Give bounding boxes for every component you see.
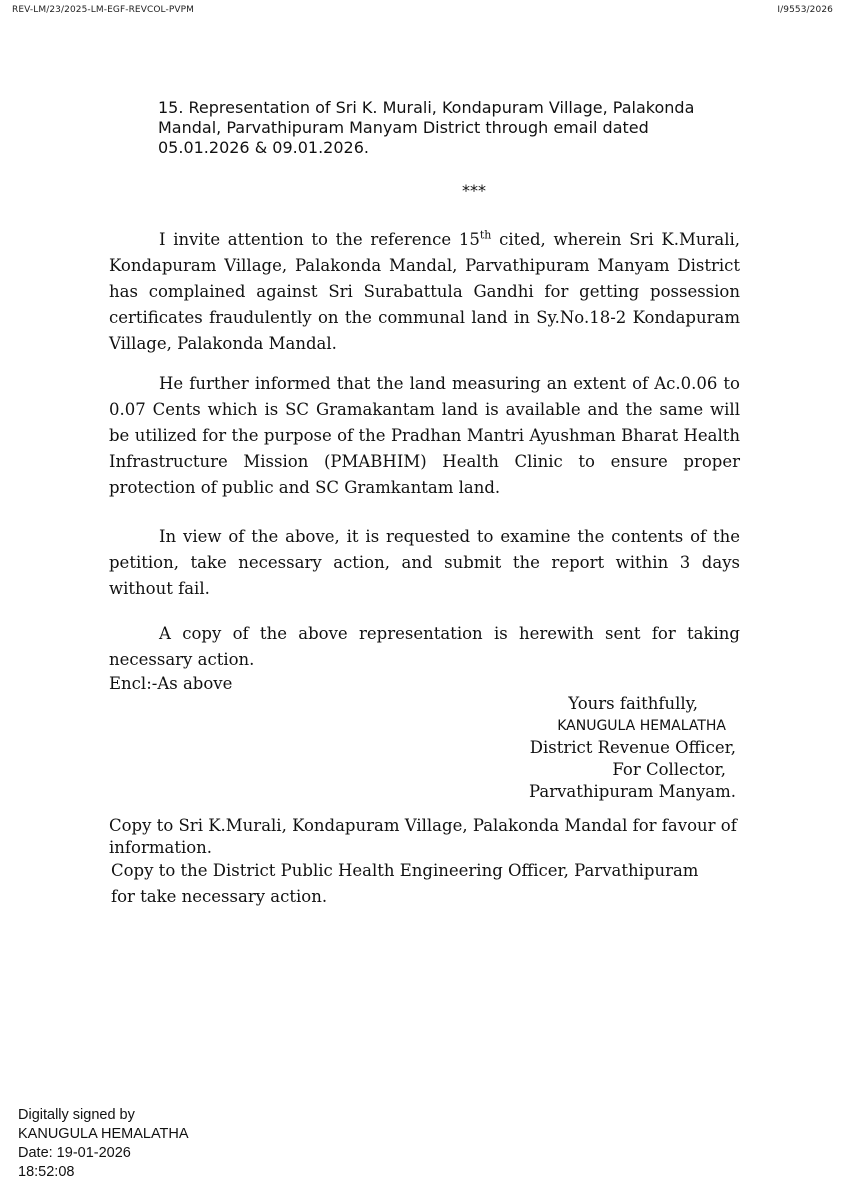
reference-15: 15. Representation of Sri K. Murali, Kondapuram Village, Palakonda Mandal, Parvathipuram Manyam District through email dated 05.01.2026 & 09.01.2026. [158, 98, 695, 157]
enclosure-note: Encl:-As above [109, 674, 233, 693]
signature-block [500, 693, 736, 803]
closing-salutation: Yours faithfully, [568, 694, 698, 713]
signatory-for: For Collector, [612, 760, 726, 779]
paragraph-4: A copy of the above representation is herewith sent for taking necessary action. [109, 624, 740, 669]
signatory-designation: District Revenue Officer, [529, 738, 736, 757]
digital-signature-name: KANUGULA HEMALATHA [18, 1126, 189, 1142]
paragraph-2: He further informed that the land measuring an extent of Ac.0.06 to 0.07 Cents which is SC Gramakantam land is available and the same will be utilized for the purpose of the Pradhan Mantri Ayushman Bharat Health Infrastructure Mission (PMABHIM) Health Clinic to ensure proper protection of public and SC Gramkantam land. [109, 374, 740, 497]
digital-signature-date: Date: 19-01-2026 [18, 1145, 131, 1161]
copy-to-dpheo-line-2: for take necessary action. [111, 887, 328, 906]
digital-signature-time: 18:52:08 [18, 1164, 75, 1180]
digital-signature [18, 1106, 189, 1182]
ordinal-suffix: th [479, 228, 492, 242]
digital-signature-label: Digitally signed by [18, 1107, 135, 1123]
inward-number: I/9553/2026 [777, 5, 833, 15]
copy-to-dpheo [111, 858, 751, 910]
copy-to-petitioner: Copy to Sri K.Murali, Kondapuram Village, Palakonda Mandal for favour of information. [109, 816, 737, 857]
signatory-place: Parvathipuram Manyam. [529, 782, 736, 801]
file-number: REV-LM/23/2025-LM-EGF-REVCOL-PVPM [12, 5, 195, 15]
signatory-name: KANUGULA HEMALATHA [557, 718, 726, 734]
paragraph-1 [109, 227, 740, 357]
paragraph-3: In view of the above, it is requested to examine the contents of the petition, take necessary action, and submit the report within 3 days without fail. [109, 527, 740, 598]
paragraph-1-start: I invite attention to the reference 15 [159, 230, 480, 249]
copy-to-dpheo-line-1: Copy to the District Public Health Engineering Officer, Parvathipuram [111, 861, 699, 880]
separator: *** [462, 181, 486, 200]
paragraph-1-rest: cited, wherein Sri K.Murali, Kondapuram Village, Palakonda Mandal, Parvathipuram Manyam District has complained against Sri Surabattula Gandhi for getting possession certificates fraudulently on the communal land in Sy.No.18-2 Kondapuram Village, Palakonda Mandal. [109, 230, 741, 353]
